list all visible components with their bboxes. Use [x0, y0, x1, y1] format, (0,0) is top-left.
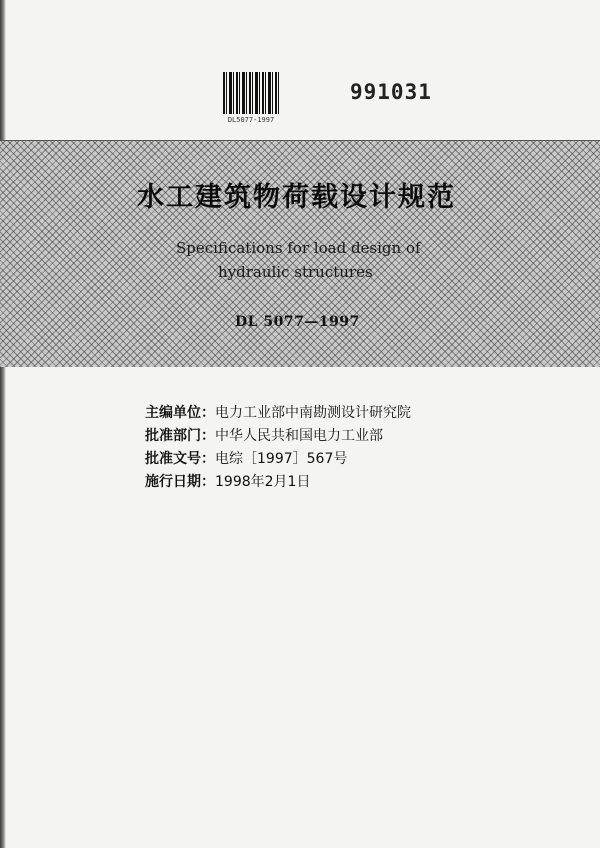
standard-code: DL 5077—1997 [235, 314, 360, 330]
barcode-caption: DL5077-1997 [227, 116, 275, 124]
title-chinese: 水工建筑物荷载设计规范 [137, 182, 456, 213]
info-label: 施行日期： [145, 474, 215, 490]
title-english-line-2: hydraulic structures [218, 263, 373, 281]
info-value: 电力工业部中南勘测设计研究院 [215, 405, 411, 421]
title-english-line-1: Specifications for load design of [176, 239, 421, 257]
info-label: 批准文号： [145, 451, 215, 467]
serial-number: 991031 [350, 80, 432, 104]
info-row-approval-number [145, 448, 411, 471]
info-label: 批准部门： [145, 428, 215, 444]
barcode-image [223, 72, 279, 114]
info-label: 主编单位： [145, 405, 215, 421]
info-value: 1998年2月1日 [215, 474, 311, 490]
info-row-editor [145, 402, 411, 425]
scan-edge [0, 0, 6, 848]
info-value: 电综［1997］567号 [215, 451, 348, 467]
title-english [176, 236, 436, 284]
info-row-effective-date [145, 471, 411, 494]
info-row-approver [145, 425, 411, 448]
info-value: 中华人民共和国电力工业部 [215, 428, 383, 444]
barcode-label [215, 70, 287, 126]
publication-info [145, 402, 411, 494]
